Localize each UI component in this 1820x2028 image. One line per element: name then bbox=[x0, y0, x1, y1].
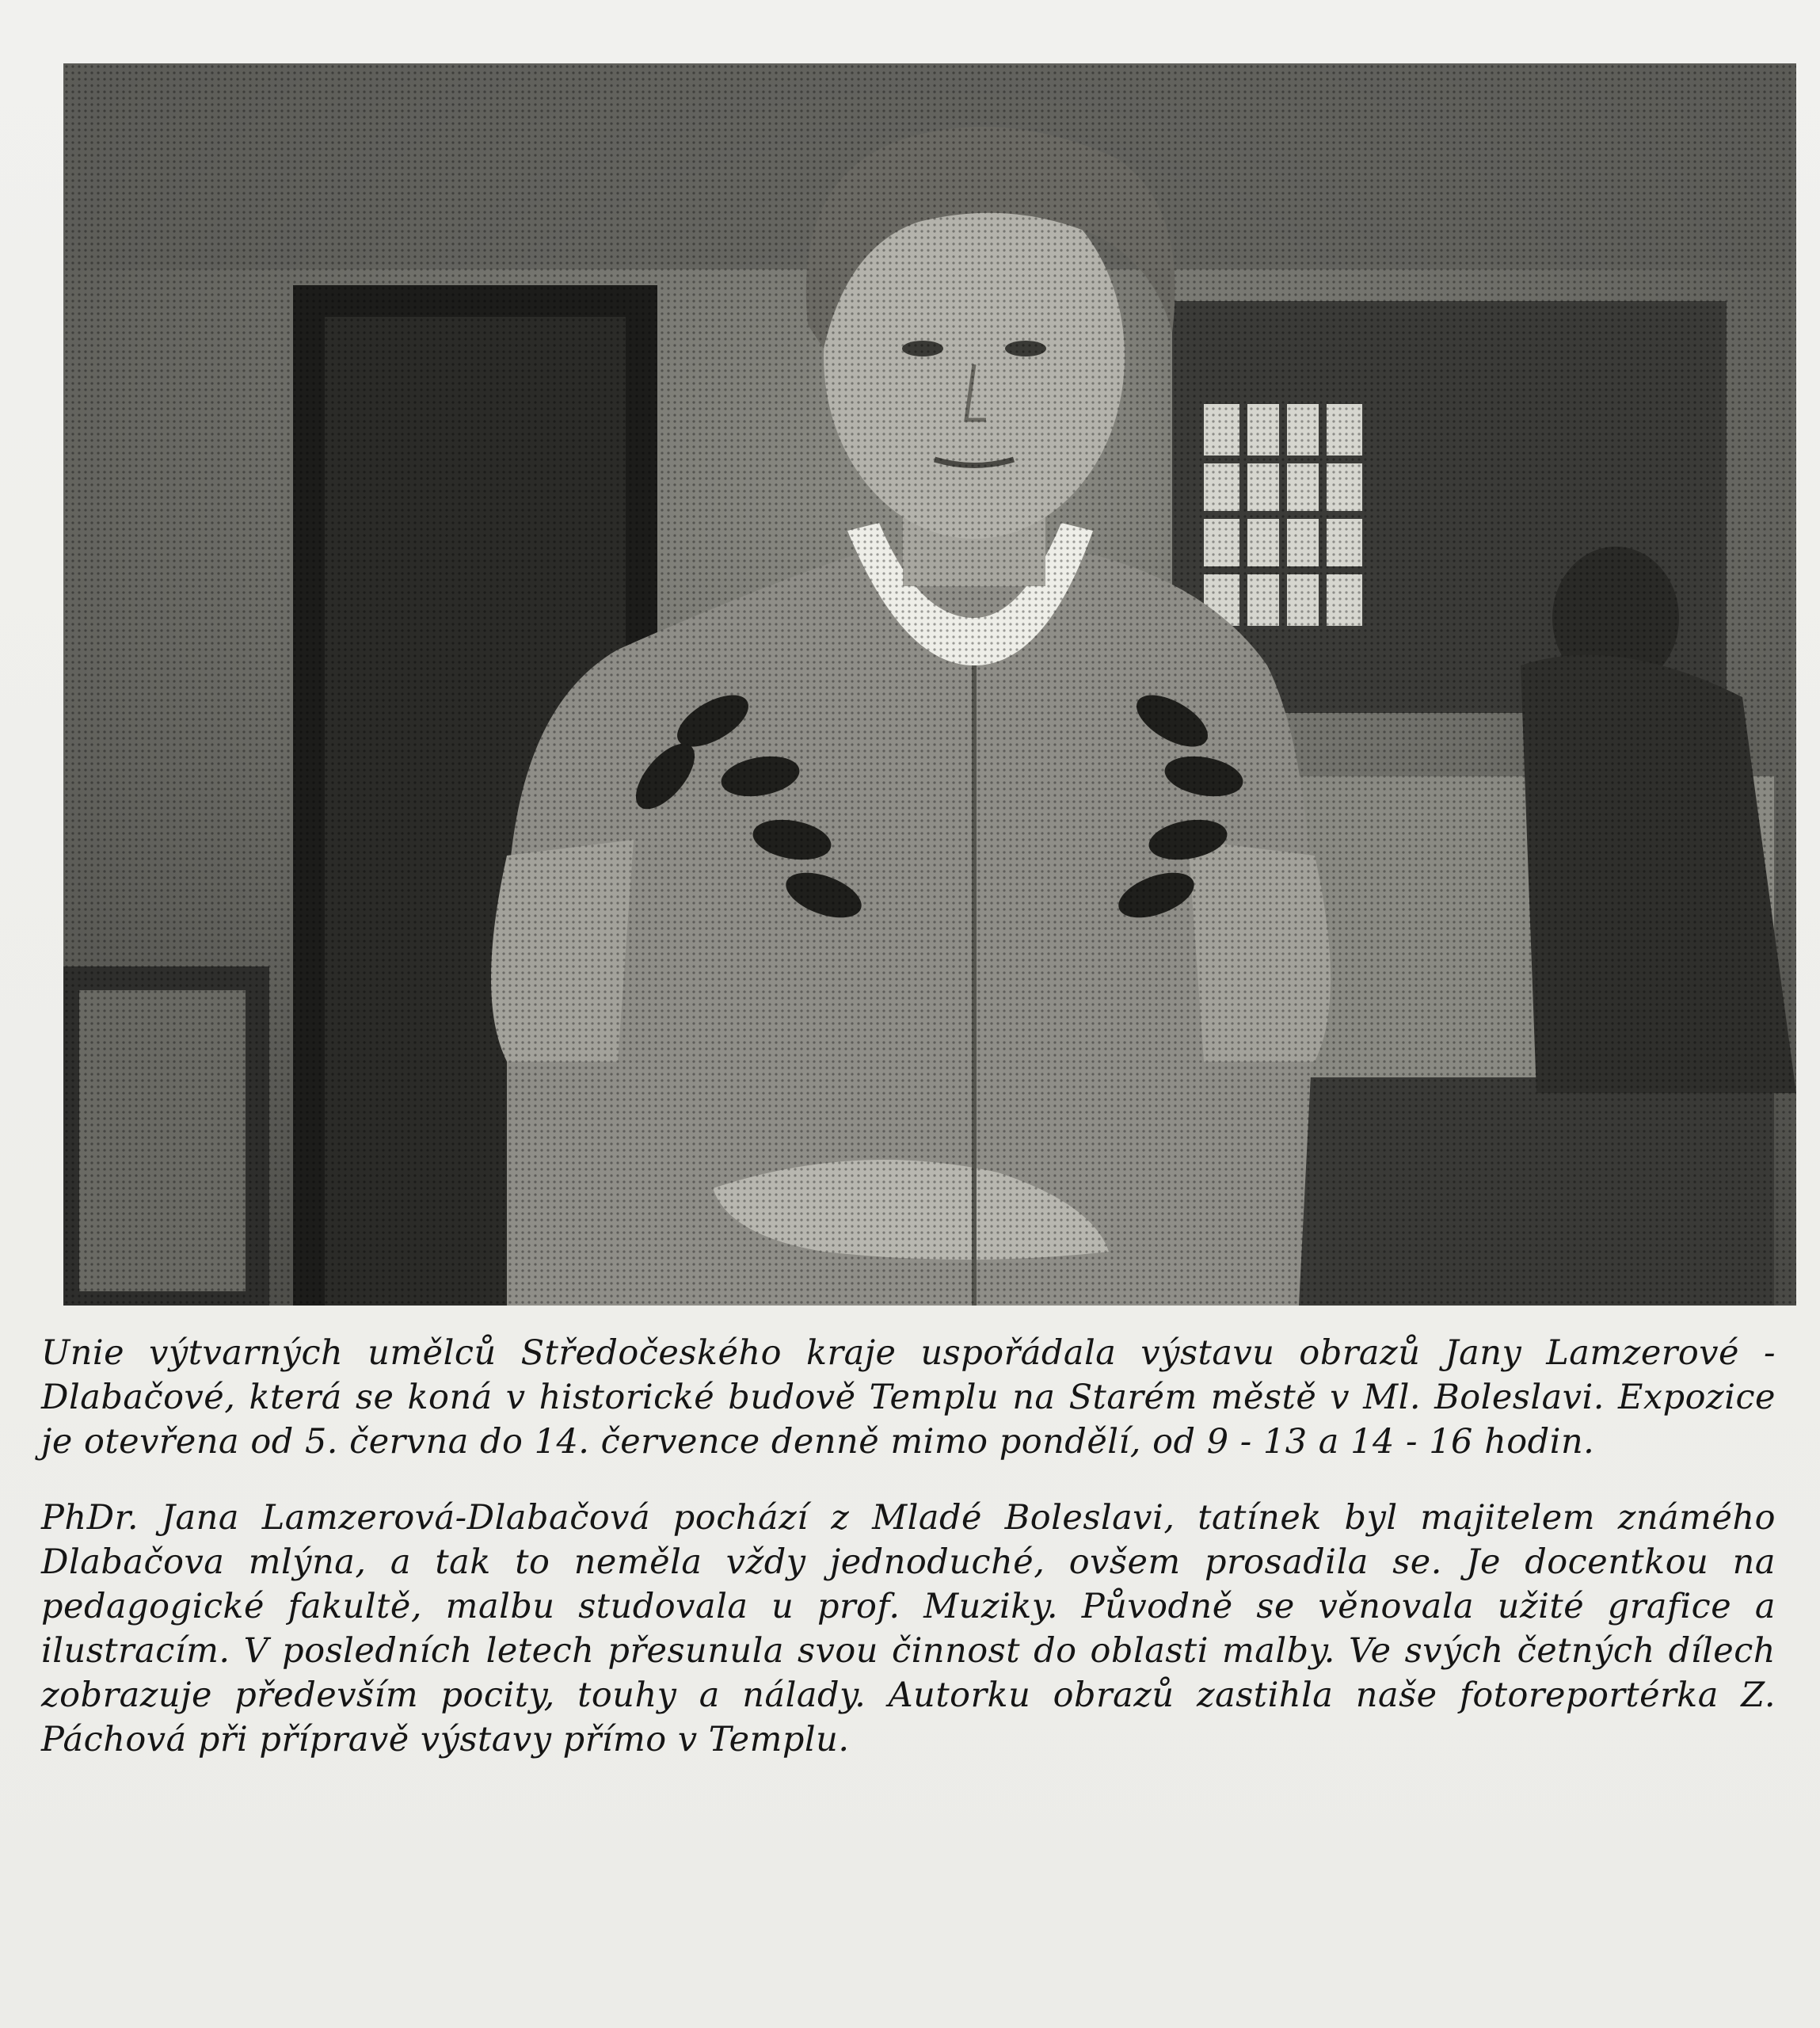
portrait-photo bbox=[63, 63, 1796, 1306]
halftone-overlay bbox=[63, 63, 1796, 1306]
photo-illustration bbox=[63, 63, 1796, 1306]
article-caption bbox=[41, 1331, 1776, 1762]
caption-paragraph-1: Unie výtvarných umělců Středočeského kraje uspořádala výstavu obrazů Jany Lamzerové - Dlabačové, která se koná v historické budově Templu na Starém městě v Ml. Boleslavi. Expozice je otevřena od 5. června do 14. července denně mimo pondělí, od 9 - 13 a 14 - 16 hodin. bbox=[41, 1333, 1776, 1462]
caption-paragraph-2: PhDr. Jana Lamzerová-Dlabačová pochází z Mladé Boleslavi, tatínek byl majitelem známého Dlabačova mlýna, a tak to neměla vždy jednoduché, ovšem prosadila se. Je docentkou na pedagogické fakultě, malbu studovala u prof. Muziky. Původně se věnovala užité grafice a ilustracím. V posledních letech přesunula svou činnost do oblasti malby. Ve svých četných dílech zobrazuje především pocity, touhy a nálady. Autorku obrazů zastihla naše fotoreportérka Z. Páchová při přípravě výstavy přímo v Templu. bbox=[41, 1498, 1776, 1759]
